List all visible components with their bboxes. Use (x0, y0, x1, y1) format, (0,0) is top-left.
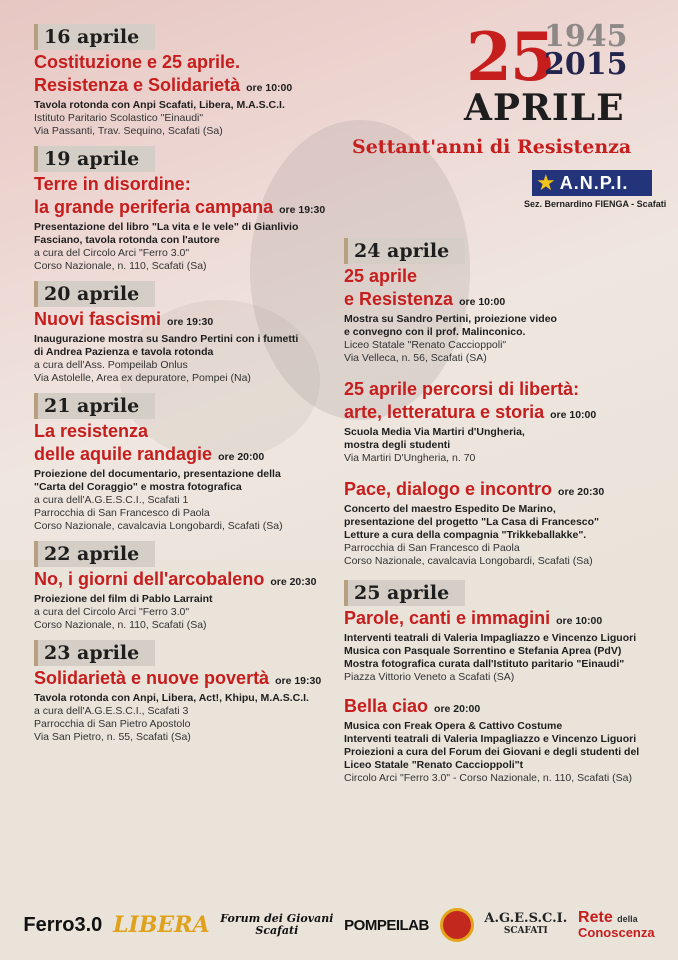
anpi-logo-text: A.N.P.I. (559, 172, 629, 193)
event-time: ore 20:00 (218, 451, 265, 463)
event-time: ore 20:30 (270, 576, 317, 588)
event-venue: Istituto Paritario Scolastico "Einaudi" (34, 112, 204, 124)
event-title: Resistenza e Solidarietà ore 10:00 (34, 75, 293, 95)
event-24-aprile-resistenza (344, 266, 664, 365)
event-24-aprile-percorsi (344, 379, 664, 465)
star-icon: ★ (536, 170, 556, 195)
event-detail: "Carta del Coraggio" e mostra fotografica (34, 481, 242, 493)
event-venue: Liceo Statale "Renato Caccioppoli" (344, 339, 507, 351)
event-detail: Proiezione del documentario, presentazione della (34, 468, 281, 480)
logo-forum-giovani: Forum dei Giovani Scafati (220, 912, 334, 937)
event-time: ore 10:00 (556, 615, 603, 627)
event-address: Corso Nazionale, cavalcavia Longobardi, Scafati (Sa) (344, 555, 593, 567)
event-time: ore 20:00 (434, 703, 481, 715)
event-19-aprile (34, 146, 334, 273)
event-venue: Parrocchia di San Francesco di Paola (344, 542, 520, 554)
event-title: e Resistenza ore 10:00 (344, 289, 506, 309)
header-year-start: 1945 (544, 19, 628, 54)
date-banner: 23 aprile (34, 640, 155, 666)
event-detail: mostra degli studenti (344, 439, 451, 451)
logo-agesci: A.G.E.S.C.I. SCAFATI (484, 911, 568, 936)
event-address: Via Velleca, n. 56, Scafati (SA) (344, 352, 487, 364)
event-detail: Proiezioni a cura del Forum dei Giovani e degli studenti del (344, 746, 640, 758)
event-detail: Scuola Media Via Martiri d'Ungheria, (344, 426, 525, 438)
event-detail: Interventi teatrali di Valeria Impagliazzo e Vincenzo Liguori (344, 632, 637, 644)
event-title: arte, letteratura e storia ore 10:00 (344, 402, 597, 422)
logo-rete-conoscenza: Rete della Conoscenza (578, 909, 655, 940)
event-detail: Fasciano, tavola rotonda con l'autore (34, 234, 220, 246)
date-banner: 20 aprile (34, 281, 155, 307)
event-title: la grande periferia campana ore 19:30 (34, 197, 326, 217)
event-21-aprile (34, 393, 334, 533)
event-detail: Proiezione del film di Pablo Larraint (34, 593, 213, 605)
event-title: Pace, dialogo e incontro ore 20:30 (344, 479, 605, 499)
event-address: Via Passanti, Trav. Sequino, Scafati (Sa) (34, 125, 223, 137)
event-venue: a cura del Circolo Arci "Ferro 3.0" (34, 606, 190, 618)
date-banner: 24 aprile (344, 238, 465, 264)
event-detail: di Andrea Pazienza e tavola rotonda (34, 346, 214, 358)
logo-pompeilab: POMPEILAB (344, 916, 429, 934)
logo-libera: LIBERA (113, 912, 210, 938)
header-day: 25 (466, 18, 554, 96)
event-time: ore 10:00 (550, 409, 597, 421)
event-detail: Letture a cura della compagnia "Trikkeballakke". (344, 529, 587, 541)
event-address: Via San Pietro, n. 55, Scafati (Sa) (34, 731, 191, 743)
anpi-section: Sez. Bernardino FIENGA - Scafati (524, 199, 667, 209)
event-address: Corso Nazionale, n. 110, Scafati (Sa) (34, 260, 207, 272)
event-detail: Tavola rotonda con Anpi Scafati, Libera, M.A.S.C.I. (34, 99, 285, 111)
event-time: ore 19:30 (275, 675, 322, 687)
event-detail: Mostra fotografica curata dall'Istituto paritario "Einaudi" (344, 658, 625, 670)
event-title: Parole, canti e immagini ore 10:00 (344, 608, 603, 628)
event-title: Solidarietà e nuove povertà ore 19:30 (34, 668, 322, 688)
date-banner: 16 aprile (34, 24, 155, 50)
event-address: Circolo Arci "Ferro 3.0" - Corso Nazionale, n. 110, Scafati (Sa) (344, 772, 632, 784)
event-time: ore 10:00 (459, 296, 506, 308)
event-address: Via Astolelle, Area ex depuratore, Pompei (Na) (34, 372, 251, 384)
event-detail: Concerto del maestro Espedito De Marino, (344, 503, 556, 515)
date-banner: 25 aprile (344, 580, 465, 606)
event-time: ore 19:30 (279, 204, 326, 216)
event-16-aprile (34, 24, 334, 138)
sponsor-logos (0, 890, 678, 960)
event-detail: Presentazione del libro "La vita e le vele" di Gianlivio (34, 221, 299, 233)
event-detail: Musica con Pasquale Sorrentino e Stefania Aprea (PdV) (344, 645, 622, 657)
event-address: Corso Nazionale, cavalcavia Longobardi, Scafati (Sa) (34, 520, 283, 532)
event-detail: Musica con Freak Opera & Cattivo Costume (344, 720, 563, 732)
event-time: ore 20:30 (558, 486, 605, 498)
date-banner: 22 aprile (34, 541, 155, 567)
event-title: La resistenza (34, 421, 149, 441)
event-20-aprile (34, 281, 334, 385)
event-title: Costituzione e 25 aprile. (34, 52, 241, 72)
event-detail: Liceo Statale "Renato Caccioppoli"t (344, 759, 524, 771)
event-title: 25 aprile (344, 266, 418, 286)
logo-ferro: Ferro3.0 (23, 913, 103, 936)
event-address: Via Martiri D'Ungheria, n. 70 (344, 452, 476, 464)
event-venue: a cura dell'A.G.E.S.C.I., Scafati 3 (34, 705, 189, 717)
event-venue: Parrocchia di San Pietro Apostolo (34, 718, 191, 730)
event-venue: a cura dell'Ass. Pompeilab Onlus (34, 359, 188, 371)
event-detail: Tavola rotonda con Anpi, Libera, Act!, Khipu, M.A.S.C.I. (34, 692, 309, 704)
event-detail: Interventi teatrali di Valeria Impagliazzo e Vincenzo Liguori (344, 733, 637, 745)
event-title: No, i giorni dell'arcobaleno ore 20:30 (34, 569, 317, 589)
event-venue: a cura dell'A.G.E.S.C.I., Scafati 1 (34, 494, 189, 506)
event-24-aprile-pace (344, 479, 664, 568)
event-title: delle aquile randagie ore 20:00 (34, 444, 265, 464)
event-venue: Parrocchia di San Francesco di Paola (34, 507, 210, 519)
anpi-logo (532, 170, 652, 196)
event-title: 25 aprile percorsi di libertà: (344, 379, 580, 399)
date-banner: 21 aprile (34, 393, 155, 419)
event-22-aprile (34, 541, 334, 632)
event-detail: Inaugurazione mostra su Sandro Pertini con i fumetti (34, 333, 299, 345)
event-25-aprile-bella-ciao (344, 696, 664, 785)
event-address: Piazza Vittorio Veneto a Scafati (SA) (344, 671, 515, 683)
event-detail: Mostra su Sandro Pertini, proiezione video (344, 313, 557, 325)
event-detail: e convegno con il prof. Malinconico. (344, 326, 526, 338)
event-detail: presentazione del progetto "La Casa di Francesco" (344, 516, 600, 528)
right-column (344, 238, 664, 793)
event-time: ore 19:30 (167, 316, 214, 328)
event-time: ore 10:00 (246, 82, 293, 94)
header-tagline: Settant'anni di Resistenza (352, 136, 632, 158)
event-title: Nuovi fascismi ore 19:30 (34, 309, 214, 329)
event-title: Terre in disordine: (34, 174, 191, 194)
event-address: Corso Nazionale, n. 110, Scafati (Sa) (34, 619, 207, 631)
left-column (34, 24, 334, 752)
header-year-end: 2015 (544, 47, 628, 82)
date-banner: 19 aprile (34, 146, 155, 172)
logo-masci-emblem (440, 908, 474, 942)
event-title: Bella ciao ore 20:00 (344, 696, 481, 716)
event-venue: a cura del Circolo Arci "Ferro 3.0" (34, 247, 190, 259)
poster-header (344, 18, 666, 228)
event-25-aprile-parole (344, 608, 664, 684)
event-23-aprile (34, 640, 334, 744)
header-month: APRILE (464, 87, 625, 129)
